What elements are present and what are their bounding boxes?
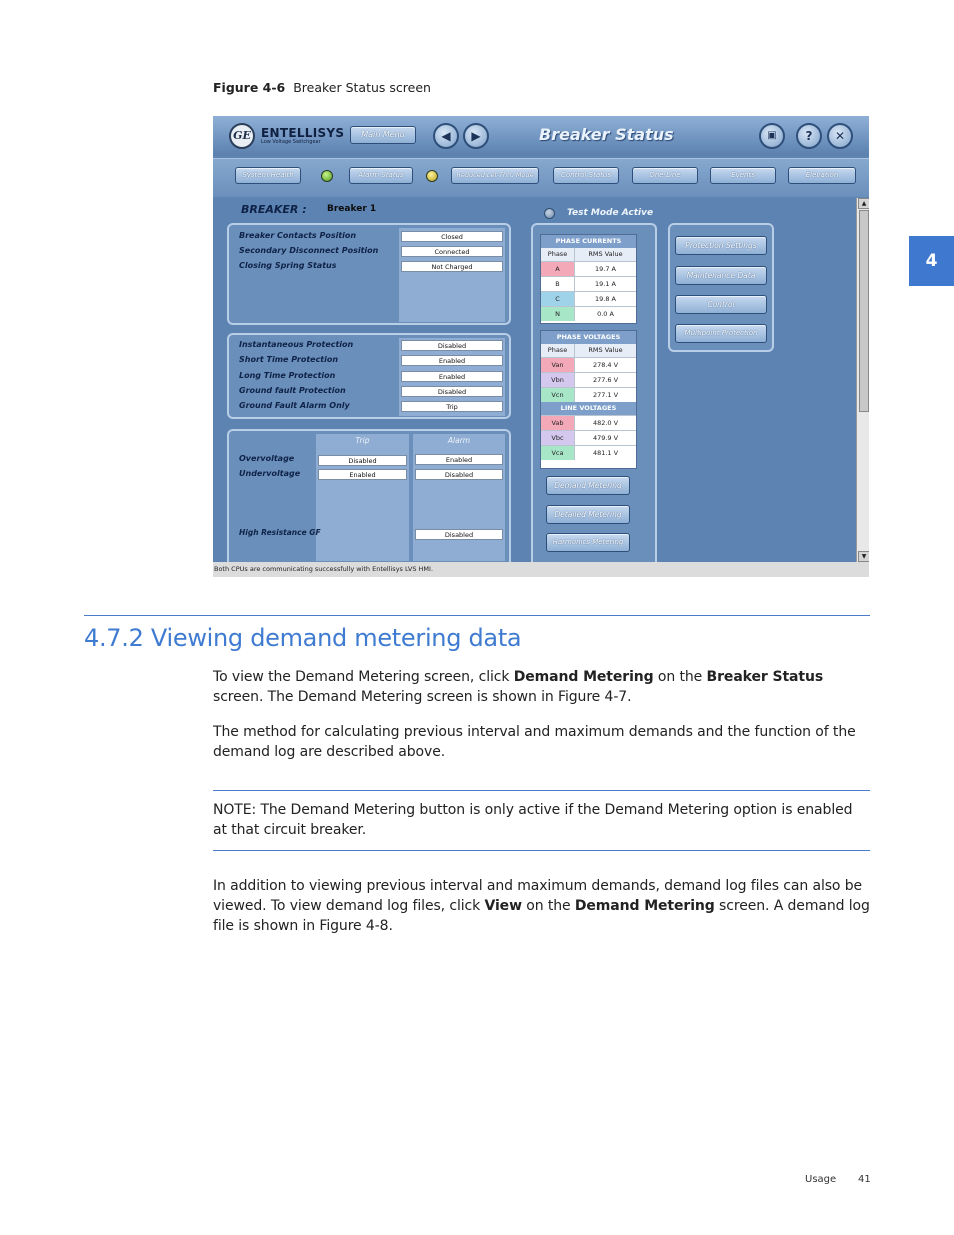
page-number: 41 (858, 1174, 871, 1185)
scroll-thumb[interactable] (859, 210, 869, 412)
ground-fault-alarm-value: Trip (401, 401, 503, 412)
elevation-button[interactable]: Elevation (788, 167, 856, 184)
phase-currents-title: PHASE CURRENTS (541, 235, 636, 248)
secondary-disconnect-value: Connected (401, 246, 503, 257)
rms-column-header: RMS Value (588, 250, 623, 258)
control-status-button[interactable]: Control Status (553, 167, 619, 184)
rms-column-header: RMS Value (588, 346, 623, 354)
control-button[interactable]: Control (675, 295, 767, 314)
table-row: Vca 481.1 V (541, 445, 636, 460)
ge-logo: GE (229, 123, 255, 149)
paragraph-2: The method for calculating previous interval and maximum demands and the function of the demand log are described above. (213, 724, 856, 760)
table-row: Vbn 277.6 V (541, 372, 636, 387)
vertical-scrollbar[interactable] (856, 198, 869, 562)
forward-arrow-icon[interactable]: ▶ (463, 123, 489, 149)
brand-name: ENTELLISYS (261, 126, 345, 140)
scroll-up-icon[interactable]: ▲ (858, 198, 869, 209)
phase-currents-table (540, 234, 637, 324)
phase-voltages-title: PHASE VOLTAGES (541, 331, 636, 344)
brand-subtitle: Low Voltage Switchgear (261, 139, 321, 145)
long-time-protection-label: Long Time Protection (239, 371, 336, 380)
breaker-status-ref: Breaker Status (706, 669, 824, 685)
figure-caption-text: Breaker Status screen (293, 80, 431, 95)
alarm-status-led-icon (426, 170, 438, 182)
phase-column-header: Phase (541, 248, 575, 261)
table-row: Vbc 479.9 V (541, 430, 636, 445)
trip-column (316, 434, 409, 561)
high-resistance-gf-value: Disabled (415, 529, 503, 540)
multipoint-protection-button[interactable]: Multipoint Protection (675, 324, 767, 343)
reduced-let-thru-button[interactable]: Reduced Let-Thru Mode (451, 167, 539, 184)
ground-fault-protection-value: Disabled (401, 386, 503, 397)
table-row: Vcn 277.1 V (541, 387, 636, 402)
undervoltage-trip-value: Enabled (318, 469, 407, 480)
undervoltage-label: Undervoltage (239, 469, 301, 478)
voltages-table (540, 330, 637, 469)
scroll-down-icon[interactable]: ▼ (858, 551, 869, 562)
alarm-header: Alarm (413, 435, 505, 447)
view-ref: View (484, 898, 522, 914)
table-row: C 19.8 A (541, 291, 636, 306)
paragraph-3: In addition to viewing previous interval and maximum demands, demand log files can also be viewed. To view demand log files, click View on the Demand Metering screen. A demand log file is shown in Figure 4-8. (213, 878, 870, 934)
short-time-protection-value: Enabled (401, 355, 503, 366)
system-health-button[interactable]: System Health (235, 167, 301, 184)
breaker-status-screenshot (213, 116, 869, 577)
secondary-disconnect-label: Secondary Disconnect Position (239, 246, 379, 255)
paragraph-1: To view the Demand Metering screen, click Demand Metering on the Breaker Status screen. The Demand Metering screen is shown in Figure 4-7. (213, 669, 824, 705)
instantaneous-protection-value: Disabled (401, 340, 503, 351)
demand-metering-button[interactable]: Demand Metering (546, 476, 630, 495)
harmonics-metering-button[interactable]: Harmonics Metering (546, 533, 630, 552)
note-rule-bottom (213, 850, 870, 851)
close-icon[interactable]: ✕ (827, 123, 853, 149)
instantaneous-protection-label: Instantaneous Protection (239, 340, 354, 349)
contacts-position-value: Closed (401, 231, 503, 242)
overvoltage-alarm-value: Enabled (415, 454, 503, 465)
one-line-button[interactable]: One-Line (632, 167, 698, 184)
contacts-position-label: Breaker Contacts Position (239, 231, 357, 240)
back-arrow-icon[interactable]: ◀ (433, 123, 459, 149)
table-row: Van 278.4 V (541, 357, 636, 372)
screen-title: Breaker Status (539, 125, 674, 144)
test-mode-led-icon (544, 208, 555, 219)
maintenance-data-button[interactable]: Maintenance Data (675, 266, 767, 285)
figure-label: Figure 4-6 (213, 80, 286, 95)
closing-spring-value: Not Charged (401, 261, 503, 272)
table-row: Vab 482.0 V (541, 415, 636, 430)
footer-section: Usage (805, 1174, 837, 1185)
closing-spring-label: Closing Spring Status (239, 261, 337, 270)
detailed-metering-button[interactable]: Detailed Metering (546, 505, 630, 524)
long-time-protection-value: Enabled (401, 371, 503, 382)
phase-column-header: Phase (541, 344, 575, 357)
short-time-protection-label: Short Time Protection (239, 355, 339, 364)
table-row: B 19.1 A (541, 276, 636, 291)
trip-header: Trip (316, 435, 409, 447)
chapter-tab[interactable]: 4 (909, 236, 954, 286)
status-values-column (399, 228, 505, 322)
table-row: A 19.7 A (541, 261, 636, 276)
alarm-status-button[interactable]: Alarm Status (349, 167, 413, 184)
line-voltages-title: LINE VOLTAGES (541, 402, 636, 415)
note-rule-top (213, 790, 870, 791)
main-menu-button[interactable]: Main Menu (350, 126, 416, 144)
print-icon[interactable]: ▣ (759, 123, 785, 149)
undervoltage-alarm-value: Disabled (415, 469, 503, 480)
high-resistance-gf-label: High Resistance GF (239, 528, 321, 537)
protection-settings-button[interactable]: Protection Settings (675, 236, 767, 255)
demand-metering-ref: Demand Metering (513, 669, 654, 685)
breaker-label: BREAKER : (241, 203, 307, 216)
overvoltage-trip-value: Disabled (318, 455, 407, 466)
status-bar: Both CPUs are communicating successfully with Entellisys LVS HMI. (213, 562, 869, 577)
breaker-name: Breaker 1 (327, 204, 377, 214)
ground-fault-alarm-label: Ground Fault Alarm Only (239, 401, 350, 410)
table-row: N 0.0 A (541, 306, 636, 321)
section-title: 4.7.2 Viewing demand metering data (84, 624, 522, 652)
ground-fault-protection-label: Ground fault Protection (239, 386, 346, 395)
events-button[interactable]: Events (710, 167, 776, 184)
section-rule (84, 615, 870, 616)
system-health-led-icon (321, 170, 333, 182)
overvoltage-label: Overvoltage (239, 454, 295, 463)
note: NOTE: The Demand Metering button is only active if the Demand Metering option is enabled at that circuit breaker. (213, 802, 853, 838)
demand-metering-screen-ref: Demand Metering (574, 898, 715, 914)
figure-caption (213, 80, 431, 95)
help-icon[interactable]: ? (796, 123, 822, 149)
test-mode-label: Test Mode Active (567, 208, 654, 218)
